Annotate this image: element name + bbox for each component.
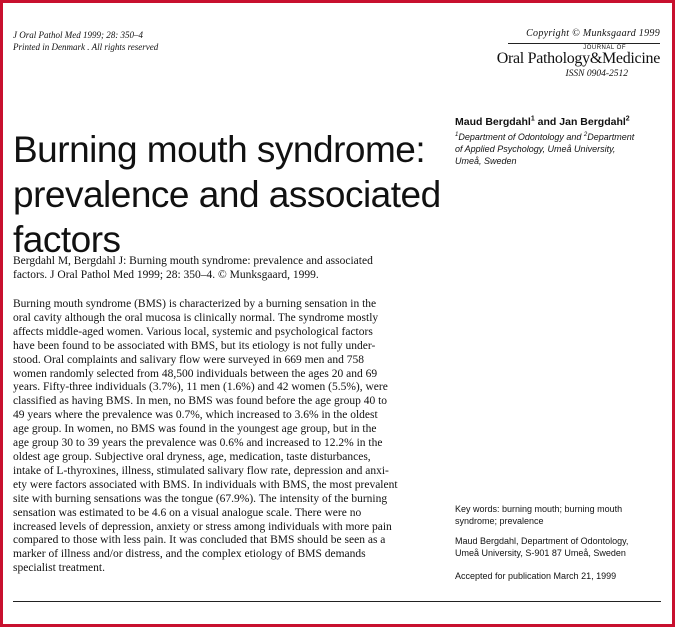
author-conjunction: and: [534, 116, 560, 128]
title-line: Burning mouth syndrome:: [13, 128, 426, 170]
author-superscript: 1: [530, 115, 535, 123]
abstract-line: stood. Oral complaints and salivary flow were surveyed in 669 men and 758: [13, 353, 364, 366]
acceptance-date: Accepted for publication March 21, 1999: [455, 571, 617, 581]
affiliation-superscript: 2: [583, 132, 588, 138]
article-citation: [13, 254, 443, 282]
abstract-line: marker of illness and/or distress, and the complex etiology of BMS demands: [13, 548, 366, 561]
abstract-line: oldest age group. Subjective oral dryness, age, medication, taste disturbances,: [13, 450, 371, 463]
abstract: [13, 298, 445, 576]
journal-reference: J Oral Pathol Med 1999; 28: 350–4: [13, 30, 143, 40]
abstract-line: years. Fifty-three individuals (3.7%), 11 men (1.6%) and 42 women (5.5%), were: [13, 381, 388, 394]
title-line: prevalence and associated: [13, 173, 441, 215]
abstract-line: affects middle-aged women. Various local, systemic and psychological factors: [13, 325, 373, 338]
keywords-line: Key words: burning mouth; burning mouth: [455, 504, 623, 514]
journal-of-label: JOURNAL OF: [583, 45, 626, 51]
citation-line: factors. J Oral Pathol Med 1999; 28: 350–4. © Munksgaard, 1999.: [13, 269, 319, 281]
citation-line: Bergdahl M, Bergdahl J: Burning mouth syndrome: prevalence and associated: [13, 255, 373, 267]
issn: ISSN 0904-2512: [565, 69, 628, 79]
correspondence-address: [455, 535, 667, 559]
abstract-line: increased levels of depression, anxiety or stress among individuals with more pain: [13, 520, 392, 533]
address-line: Maud Bergdahl, Department of Odontology,: [455, 536, 629, 546]
abstract-line: site with burning sensations was the tongue (67.9%). The intensity of the burning: [13, 492, 388, 505]
abstract-line: age group 30 to 39 years the prevalence was 0.6% and increased to 12.2% in the: [13, 437, 383, 450]
affiliation-text: Department: [587, 132, 635, 142]
affiliation-superscript: 1: [455, 132, 459, 138]
journal-masthead: [460, 28, 660, 79]
keywords-line: syndrome; prevalence: [455, 516, 544, 526]
article-title: [13, 127, 441, 262]
journal-logo-name: Oral Pathology&Medicine: [496, 50, 660, 67]
journal-citation-header: [13, 29, 158, 53]
affiliation-text: Department of Odontology and: [458, 132, 584, 142]
address-line: Umeå University, S-901 87 Umeå, Sweden: [455, 548, 626, 558]
abstract-line: have been found to be associated with BMS, but its etiology is not fully under-: [13, 339, 376, 352]
abstract-line: specialist treatment.: [13, 562, 105, 575]
keywords: [455, 503, 667, 527]
copyright-notice: Copyright © Munksgaard 1999: [526, 28, 660, 39]
abstract-line: women randomly selected from 48,500 individuals between the ages 20 and 69: [13, 367, 378, 380]
abstract-line: Burning mouth syndrome (BMS) is characterized by a burning sensation in the: [13, 298, 377, 310]
author-list: [455, 116, 630, 128]
author-name: Jan Bergdahl: [559, 116, 626, 128]
affiliation-text: of Applied Psychology, Umeå University,: [455, 144, 616, 154]
abstract-line: oral cavity although the oral mucosa is clinically normal. The syndrome mostly: [13, 311, 379, 324]
abstract-line: 49 years where the prevalence was 0.7%, which increased to 3.6% in the oldest: [13, 409, 378, 422]
abstract-line: intake of L-thyroxines, illness, stimulated salivary flow rate, depression and anxi-: [13, 464, 389, 477]
abstract-line: ety were factors associated with BMS. In individuals with BMS, the most prevalent: [13, 478, 398, 491]
author-superscript: 2: [625, 115, 630, 123]
affiliation-text: Umeå, Sweden: [455, 156, 517, 166]
author-affiliation: [455, 131, 667, 167]
title-line: factors: [13, 218, 121, 260]
abstract-line: classified as having BMS. In men, no BMS was found before the age group 40 to: [13, 395, 388, 408]
bottom-rule: [13, 601, 661, 602]
masthead-rule: [508, 43, 660, 44]
abstract-line: compared to those with less pain. It was concluded that BMS should be seen as a: [13, 534, 386, 547]
printed-notice: Printed in Denmark . All rights reserved: [13, 42, 159, 52]
abstract-line: age group. In women, no BMS was found in the youngest age group, but in the: [13, 423, 377, 436]
author-name: Maud Bergdahl: [455, 116, 531, 128]
abstract-line: sensation was estimated to be 4.6 on a visual analogue scale. There were no: [13, 506, 362, 519]
